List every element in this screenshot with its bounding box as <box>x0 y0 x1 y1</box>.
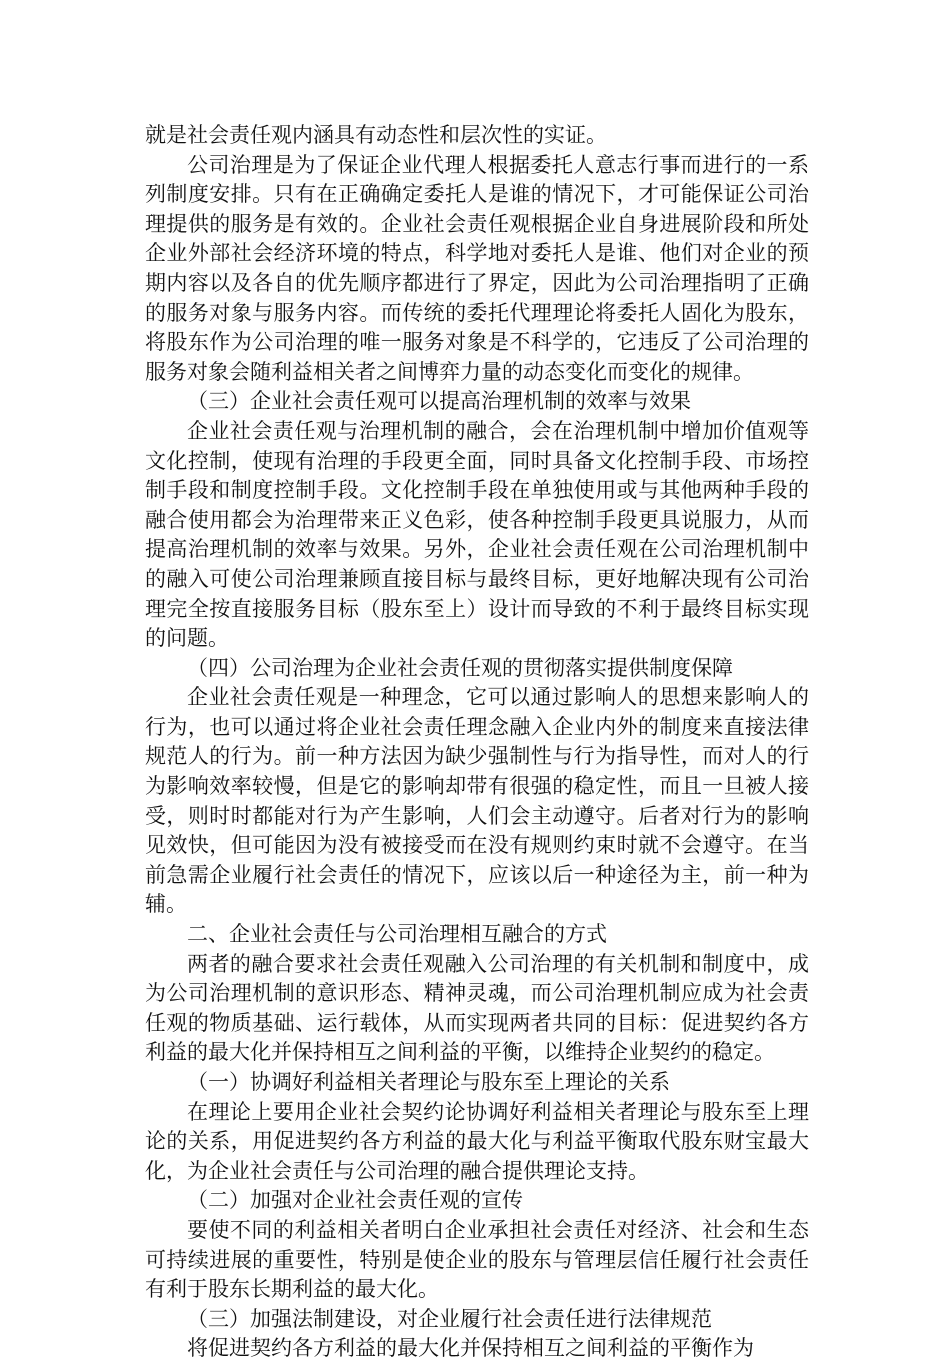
paragraph-integration-requirement: 两者的融合要求社会责任观融入公司治理的有关机制和制度中，成为公司治理机制的意识形态、精神灵魂，而公司治理机制应成为社会责任观的物质基础、运行载体，从而实现两者共同的目标：促进契约各方利益的最大化并保持相互之间利益的平衡，以维持企业契约的稳定。 <box>145 951 809 1065</box>
paragraph-continuation: 就是社会责任观内涵具有动态性和层次性的实证。 <box>145 123 607 147</box>
section-heading-4: （四）公司治理为企业社会责任观的贯彻落实提供制度保障 <box>187 655 733 680</box>
paragraph-publicity: 要使不同的利益相关者明白企业承担社会责任对经济、社会和生态可持续进展的重要性，特别是使企业的股东与管理层信任履行社会责任有利于股东长期利益的最大化。 <box>145 1217 809 1302</box>
paragraph-principal-definition: 公司治理是为了保证企业代理人根据委托人意志行事而进行的一系列制度安排。只有在正确确定委托人是谁的情况下，才可能保证公司治理提供的服务是有效的。企业社会责任观根据企业自身进展阶段和所处企业外部社会经济环境的特点，科学地对委托人是谁、他们对企业的预期内容以及各自的优先顺序都进行了界定，因此为公司治理指明了正确的服务对象与服务内容。而传统的委托代理理论将委托人固化为股东，将股东作为公司治理的唯一服务对象是不科学的，它违反了公司治理的服务对象会随利益相关者之间博弈力量的动态变化而变化的规律。 <box>145 152 809 384</box>
section-heading-2: （二）加强对企业社会责任观的宣传 <box>187 1188 523 1213</box>
document-body <box>145 121 809 1364</box>
paragraph-mechanism-efficiency: 企业社会责任观与治理机制的融合，会在治理机制中增加价值观等文化控制，使现有治理的手段更全面，同时具备文化控制手段、市场控制手段和制度控制手段。文化控制手段在单独使用或与其他两种手段的融合使用都会为治理带来正义色彩，使各种控制手段更具说服力，从而提高治理机制的效率与效果。另外，企业社会责任观在公司治理机制中的融入可使公司治理兼顾直接目标与最终目标，更好地解决现有公司治理完全按直接服务目标（股东至上）设计而导致的不利于最终目标实现的问题。 <box>145 418 809 651</box>
section-heading-3: （三）企业社会责任观可以提高治理机制的效率与效果 <box>187 389 691 414</box>
paragraph-institutional-guarantee: 企业社会责任观是一种理念，它可以通过影响人的思想来影响人的行为，也可以通过将企业社会责任理念融入企业内外的制度来直接法律规范人的行为。前一种方法因为缺少强制性与行为指导性，而对人的行为影响效率较慢，但是它的影响却带有很强的稳定性，而且一旦被人接受，则时时都能对行为产生影响，人们会主动遵守。后者对行为的影响见效快，但可能因为没有被接受而在没有规则约束时就不会遵守。在当前急需企业履行社会责任的情况下，应该以后一种途径为主，前一种为辅。 <box>145 685 809 917</box>
paragraph-legal-regulation: 将促进契约各方利益的最大化并保持相互之间利益的平衡作为 <box>187 1336 754 1361</box>
paragraph-theory-coordination: 在理论上要用企业社会契约论协调好利益相关者理论与股东至上理论的关系，用促进契约各方利益的最大化与利益平衡取代股东财宝最大化，为企业社会责任与公司治理的融合提供理论支持。 <box>145 1099 809 1183</box>
section-heading-1: （一）协调好利益相关者理论与股东至上理论的关系 <box>187 1070 670 1094</box>
section-heading-3b: （三）加强法制建设，对企业履行社会责任进行法律规范 <box>187 1306 712 1331</box>
chapter-heading-2: 二、企业社会责任与公司治理相互融合的方式 <box>187 922 607 947</box>
